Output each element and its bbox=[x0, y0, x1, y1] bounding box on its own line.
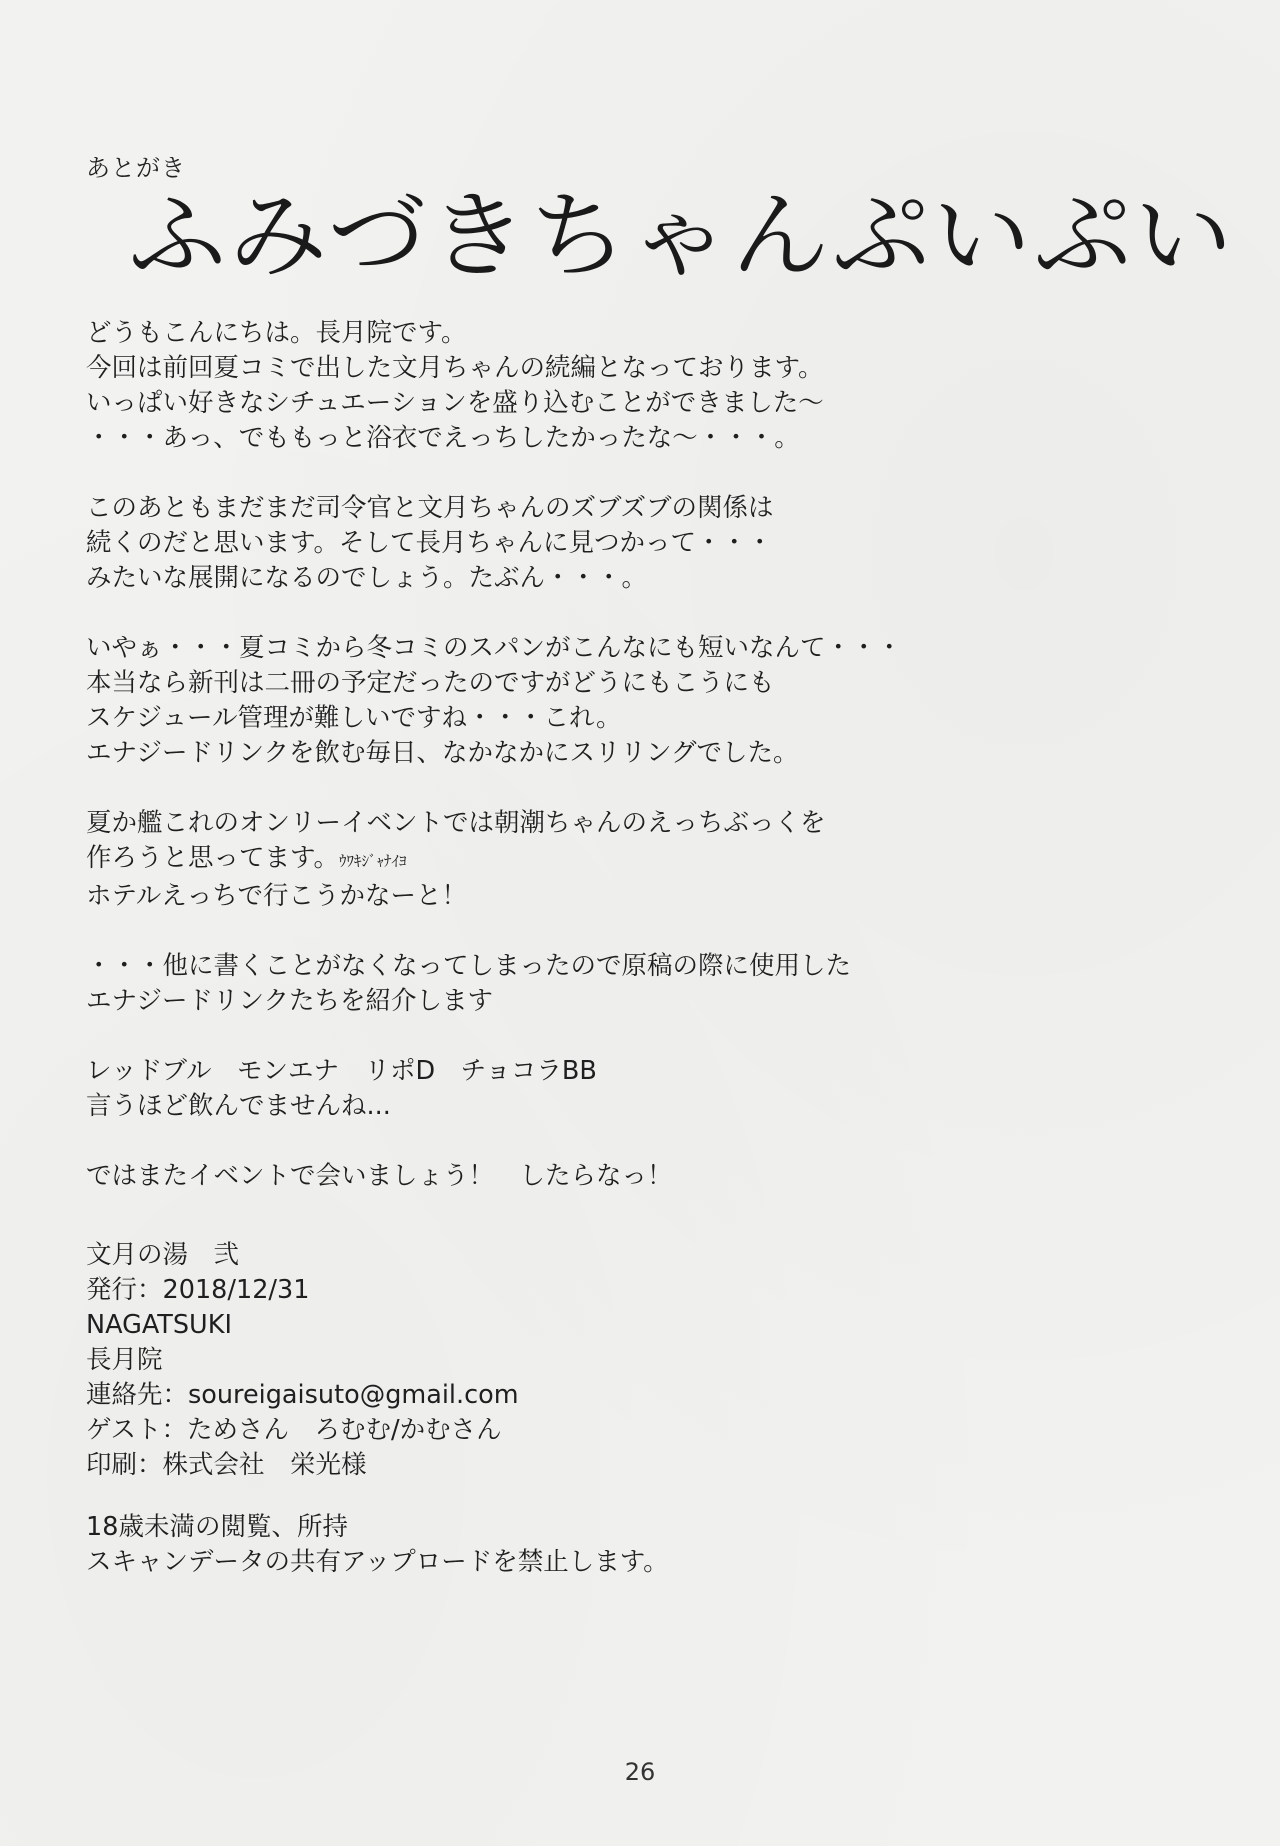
text-line: みたいな展開になるのでしょう。たぶん・・・。 bbox=[86, 563, 648, 593]
afterword-body bbox=[86, 316, 1146, 1229]
text-line: ではまたイベントで会いましょう！ したらなっ！ bbox=[86, 1161, 673, 1191]
text-line: エナジードリンクたちを紹介します bbox=[86, 986, 493, 1016]
colophon-guests: ゲスト：ためさん ろむむ/かむさん bbox=[86, 1415, 502, 1445]
text-line: いっぱい好きなシチュエーションを盛り込むことができました～ bbox=[86, 388, 824, 418]
text-line-main: 作ろうと思ってます。 bbox=[86, 843, 339, 873]
colophon bbox=[86, 1238, 519, 1483]
paragraph bbox=[86, 316, 1146, 456]
colophon-publish-date: 発行：2018/12/31 bbox=[86, 1275, 310, 1305]
notice-line: スキャンデータの共有アップロードを禁止します。 bbox=[86, 1547, 669, 1577]
text-line: 夏か艦これのオンリーイベントでは朝潮ちゃんのえっちぶっくを bbox=[86, 808, 826, 838]
text-line: スケジュール管理が難しいですね・・・これ。 bbox=[86, 703, 622, 733]
paragraph bbox=[86, 949, 1146, 1019]
text-line: 言うほど飲んでませんね... bbox=[86, 1091, 391, 1121]
afterword-label: あとがき bbox=[86, 154, 186, 182]
colophon-book-title: 文月の湯 弐 bbox=[86, 1240, 240, 1270]
text-line: 続くのだと思います。そして長月ちゃんに見つかって・・・ bbox=[86, 528, 773, 558]
colophon-contact: 連絡先：soureigaisuto@gmail.com bbox=[86, 1380, 519, 1410]
text-line: 本当なら新刊は二冊の予定だったのですがどうにもこうにも bbox=[86, 668, 775, 698]
paragraph bbox=[86, 806, 1146, 914]
text-line: ・・・あっ、でももっと浴衣でえっちしたかったな～・・・。 bbox=[86, 423, 800, 453]
colophon-circle-name: NAGATSUKI bbox=[86, 1310, 232, 1340]
page-number: 26 bbox=[624, 1758, 656, 1786]
paragraph bbox=[86, 1159, 1146, 1194]
text-line: ・・・他に書くことがなくなってしまったので原稿の際に使用した bbox=[86, 951, 852, 981]
text-line: 今回は前回夏コミで出した文月ちゃんの続編となっております。 bbox=[86, 353, 824, 383]
age-notice bbox=[86, 1510, 669, 1580]
page-title: ふみづきちゃんぷいぷい bbox=[128, 182, 1235, 291]
text-line: このあともまだまだ司令官と文月ちゃんのズブズブの関係は bbox=[86, 493, 774, 523]
notice-line: 18歳未満の閲覧、所持 bbox=[86, 1512, 348, 1542]
colophon-author: 長月院 bbox=[86, 1345, 163, 1375]
text-line: ホテルえっちで行こうかなーと！ bbox=[86, 881, 467, 911]
text-line: どうもこんにちは。長月院です。 bbox=[86, 318, 467, 348]
text-line: エナジードリンクを飲む毎日、なかなかにスリリングでした。 bbox=[86, 738, 799, 768]
paragraph bbox=[86, 631, 1146, 771]
text-line: レッドブル モンエナ リポD チョコラBB bbox=[86, 1056, 597, 1086]
paragraph bbox=[86, 1054, 1146, 1124]
text-line bbox=[86, 841, 1146, 879]
text-line: いやぁ・・・夏コミから冬コミのスパンがこんなにも短いなんて・・・ bbox=[86, 633, 903, 663]
colophon-printer: 印刷：株式会社 栄光様 bbox=[86, 1450, 367, 1480]
paragraph bbox=[86, 491, 1146, 596]
aside-small-text: ｳﾜｷｼﾞｬﾅｲﾖ bbox=[338, 852, 407, 870]
